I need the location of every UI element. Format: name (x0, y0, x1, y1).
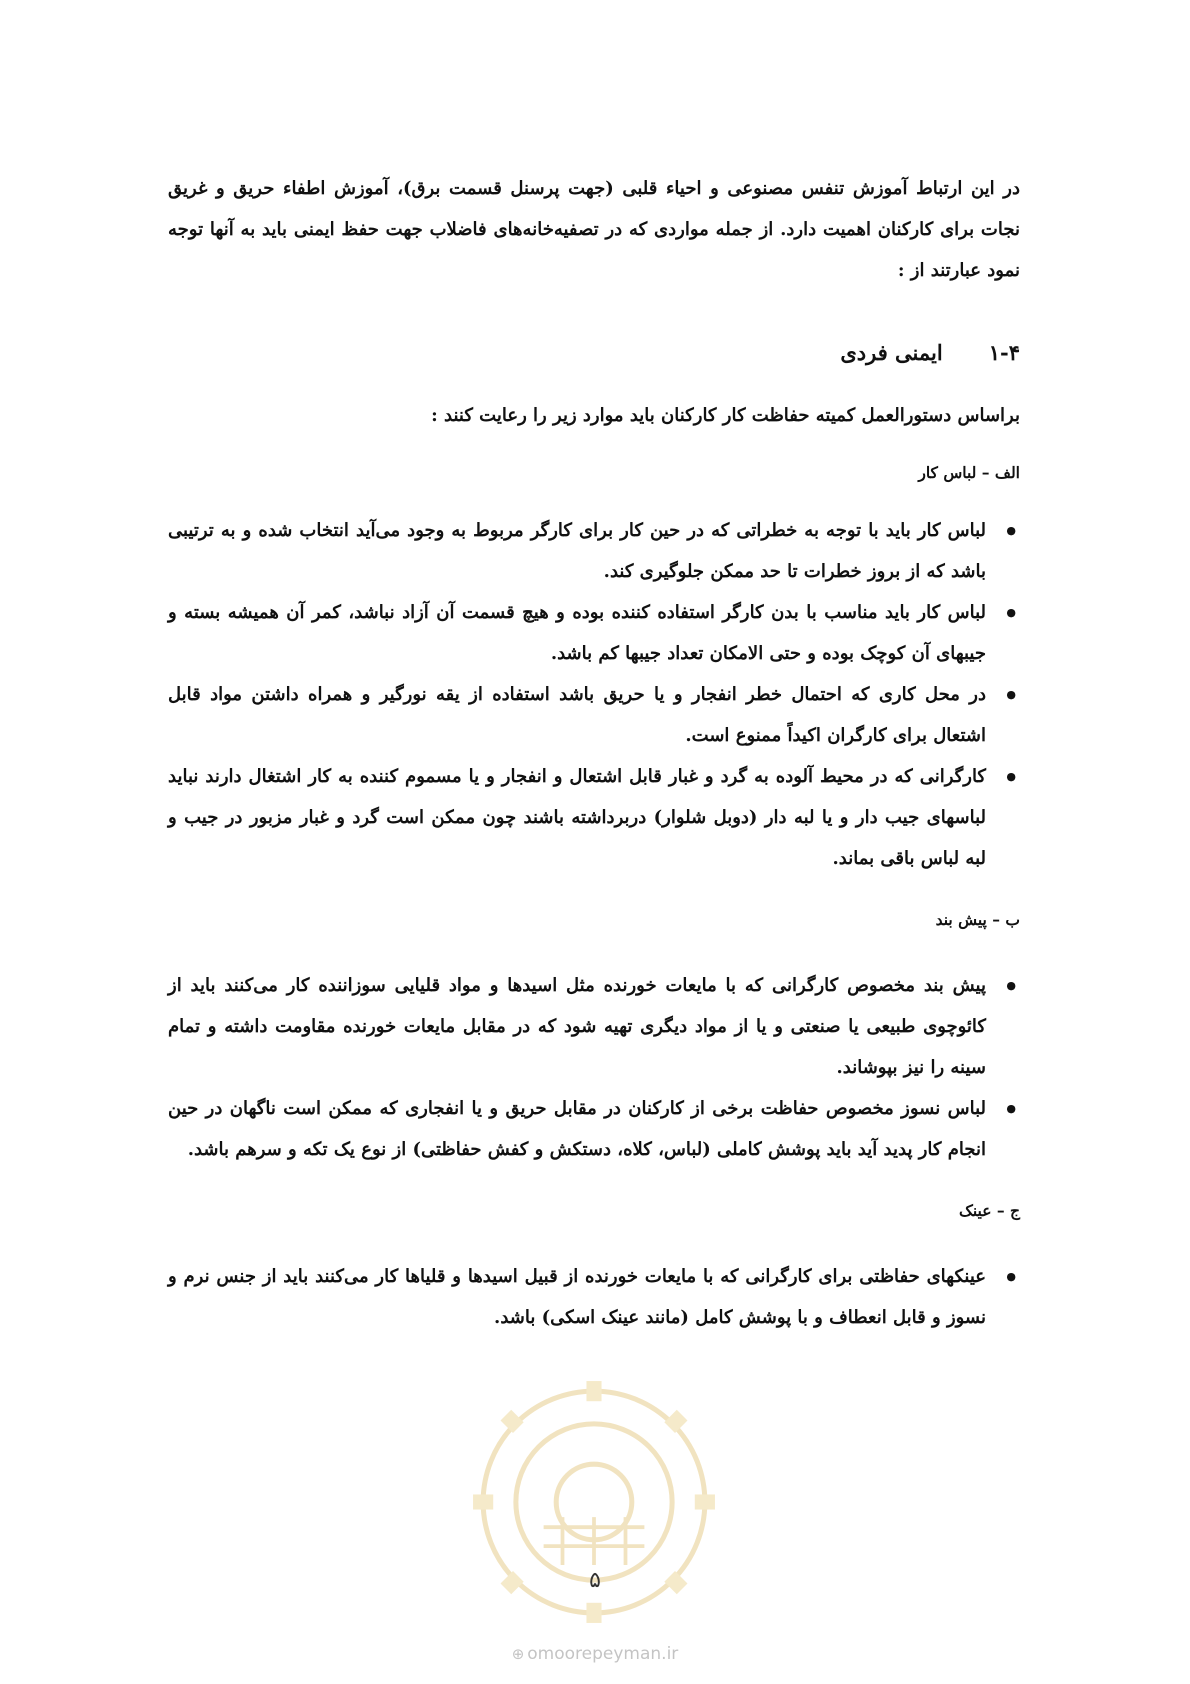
globe-icon: ⊕ (511, 1645, 525, 1663)
list-item: ● در محل کاری که احتمال خطر انفجار و یا حریق باشد استفاده از یقه نورگیر و همراه داشتن مواد قابل اشتعال برای کارگران اکیداً ممنوع است. (168, 674, 1020, 756)
section-heading (168, 331, 1020, 375)
section-number: ۱-۴ (988, 340, 1020, 365)
list-item: ● لباس نسوز مخصوص حفاظت برخی از کارکنان در مقابل حریق و یا انفجاری که ممکن است ناگهان در حین انجام کار پدید آید باید پوشش کاملی (لباس، کلاه، دستکش و کفش حفاظتی) از نوع یک تکه و سرهم باشد. (168, 1088, 1020, 1170)
list-item: ● عینکهای حفاظتی برای کارگرانی که با مایعات خورنده از قبیل اسیدها و قلیاها کار می‌کنند باید از جنس نرم و نسوز و قابل انعطاف و با پوشش کامل (مانند عینک اسکی) باشد. (168, 1256, 1020, 1338)
goggles-list (168, 1256, 1020, 1338)
intro-paragraph: در این ارتباط آموزش تنفس مصنوعی و احیاء قلبی (جهت پرسنل قسمت برق)، آموزش اطفاء حریق و غریق نجات برای کارکنان اهمیت دارد. از جمله مواردی که در تصفیه‌خانه‌های فاضلاب جهت حفظ ایمنی باید به آنها توجه نمود عبارتند از : (168, 178, 1020, 281)
subsection-title-clothing: الف – لباس کار (918, 463, 1020, 482)
site-watermark-text: omoorepeyman.ir (527, 1644, 679, 1664)
page-content (168, 168, 1020, 1338)
apron-list (168, 965, 1020, 1170)
lead-paragraph: براساس دستورالعمل کمیته حفاظت کار کارکنان باید موارد زیر را رعایت کنند : (431, 405, 1020, 426)
list-item: ● لباس کار باید با توجه به خطراتی که در حین کار برای کارگر مربوط به وجود می‌آید انتخاب شده و به ترتیبی باشد که از بروز خطرات تا حد ممکن جلوگیری کند. (168, 510, 1020, 592)
list-item: ● کارگرانی که در محیط آلوده به گرد و غبار قابل اشتعال و انفجار و یا مسموم کننده به کار اشتغال دارند نباید لباسهای جیب دار و یا لبه دار (دوبل شلوار) دربرداشته باشند چون ممکن است گرد و غبار مزبور در جیب و لبه لباس باقی بماند. (168, 756, 1020, 879)
subsection-title-apron: ب – پیش بند (935, 910, 1020, 929)
page-number: ۵ (589, 1568, 601, 1593)
site-watermark (475, 1644, 715, 1664)
subsection-title-goggles: ج – عینک (958, 1201, 1020, 1220)
list-item: ● پیش بند مخصوص کارگرانی که با مایعات خورنده مثل اسیدها و مواد قلیایی سوزاننده کار می‌کنند باید از کائوچوی طبیعی یا صنعتی و یا از مواد دیگری تهیه شود که در مقابل مایعات خورنده مقاومت داشته و تمام سینه را نیز بپوشاند. (168, 965, 1020, 1088)
section-title: ایمنی فردی (840, 340, 943, 365)
clothing-list (168, 510, 1020, 879)
list-item: ● لباس کار باید مناسب با بدن کارگر استفاده کننده بوده و هیچ قسمت آن آزاد نباشد، کمر آن همیشه بسته و جیبهای آن کوچک بوده و حتی الامکان تعداد جیبها کم باشد. (168, 592, 1020, 674)
